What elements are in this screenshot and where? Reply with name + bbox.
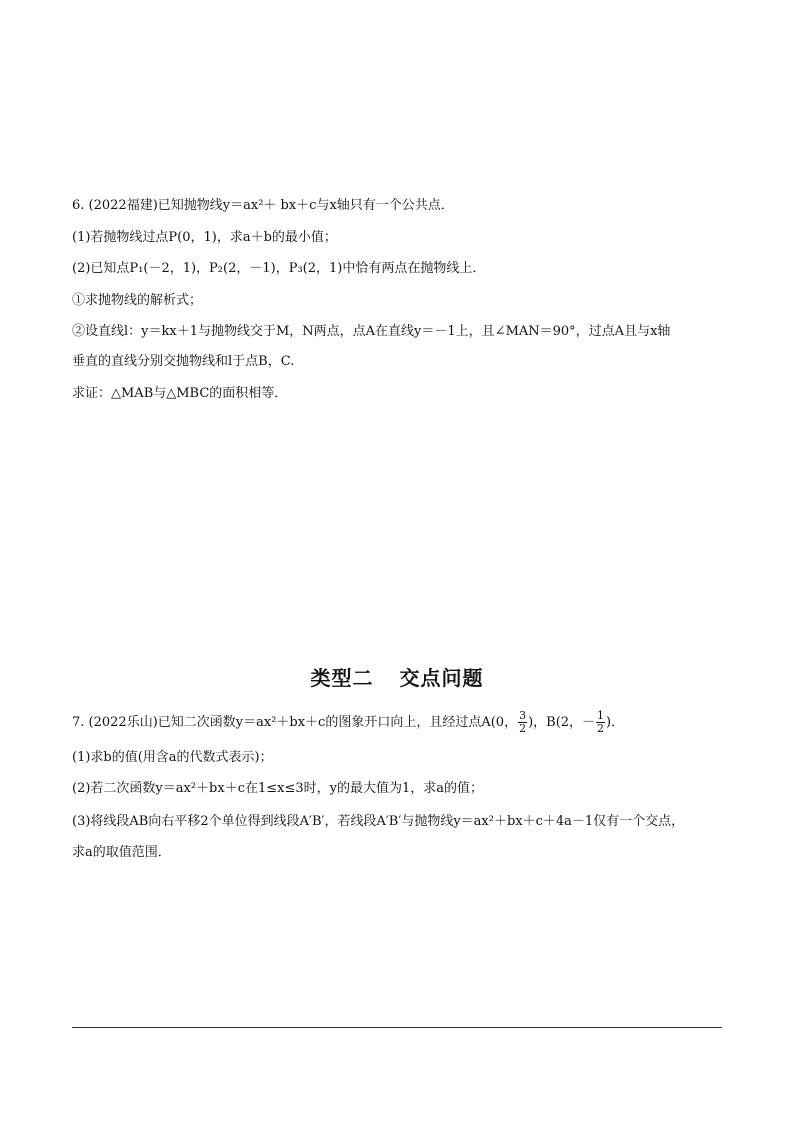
q7-stem-a: 7. (2022乐山)已知二次函数y＝ax²＋bx＋c的图象开口向上，且经过点A(0， bbox=[72, 715, 518, 730]
q7-stem bbox=[72, 710, 624, 735]
fraction-denominator: 2 bbox=[597, 722, 605, 735]
fraction-numerator: 1 bbox=[597, 709, 605, 722]
q7-stem-b: )，B(2，－ bbox=[528, 715, 596, 730]
q7-part3-line1: (3)将线段AB向右平移2个单位得到线段A′B′，若线段A′B′与抛物线y＝ax²＋bx＋c＋4a－1仅有一个交点， bbox=[72, 814, 685, 829]
q7-stem-c: )． bbox=[606, 715, 625, 730]
fraction-denominator: 2 bbox=[519, 722, 527, 735]
q6-sub1: ①求抛物线的解析式； bbox=[72, 293, 203, 308]
q6-stem: 6. (2022福建)已知抛物线y＝ax²＋ bx＋c与x轴只有一个公共点． bbox=[72, 198, 454, 213]
fraction-three-halves bbox=[518, 710, 527, 735]
footer-divider bbox=[72, 1027, 722, 1028]
fraction-one-half bbox=[596, 710, 605, 735]
fraction-numerator: 3 bbox=[519, 709, 527, 722]
q6-proof: 求证：△MAB与△MBC的面积相等． bbox=[72, 386, 288, 401]
q6-part2: (2)已知点P₁(－2，1)，P₂(2，－1)，P₃(2，1)中恰有两点在抛物线上． bbox=[72, 261, 486, 276]
q6-sub2-line1: ②设直线l：y＝kx＋1与抛物线交于M，N两点，点A在直线y＝－1上，且∠MAN＝90°，过点A且与x轴 bbox=[72, 324, 671, 339]
section-title bbox=[0, 662, 794, 691]
q6-part1: (1)若抛物线过点P(0，1)，求a＋b的最小值； bbox=[72, 230, 337, 245]
section-title-part2: 交点问题 bbox=[399, 666, 484, 690]
q7-part1: (1)求b的值(用含a的代数式表示)； bbox=[72, 750, 273, 765]
q7-part2: (2)若二次函数y＝ax²＋bx＋c在1≤x≤3时，y的最大值为1，求a的值； bbox=[72, 781, 484, 796]
section-title-part1: 类型二 bbox=[310, 666, 374, 690]
q7-part3-line2: 求a的取值范围． bbox=[72, 845, 171, 860]
q6-sub2-line2: 垂直的直线分别交抛物线和l于点B，C. bbox=[72, 354, 295, 369]
